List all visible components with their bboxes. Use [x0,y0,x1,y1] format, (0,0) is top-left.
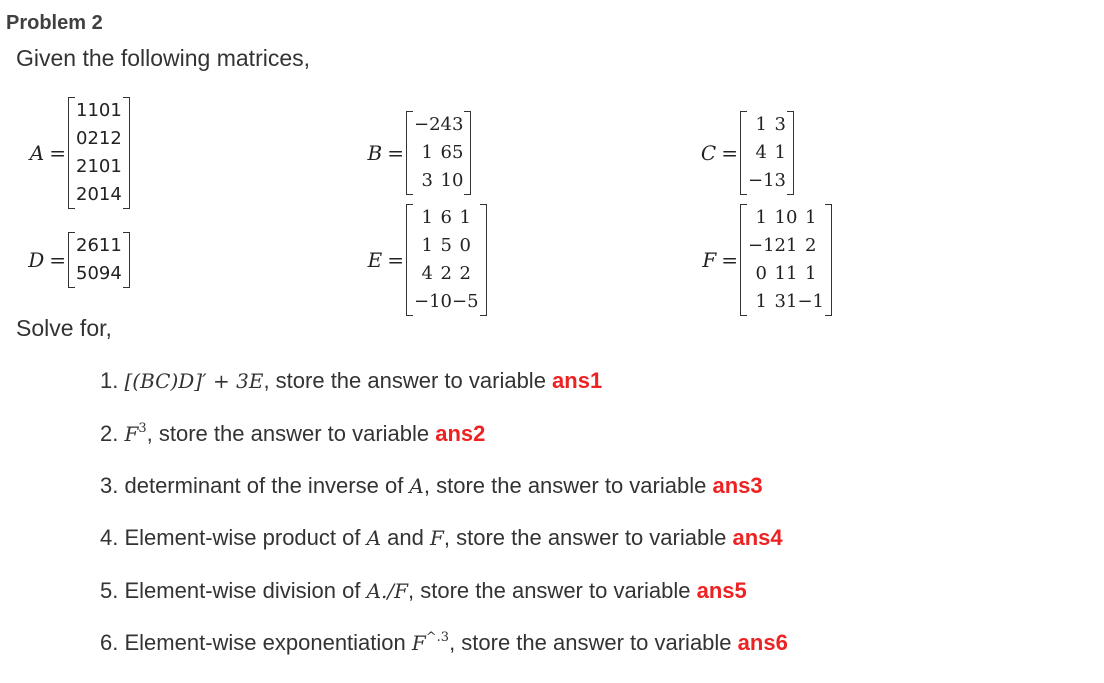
matrix-b-cell: 3 [421,170,433,191]
matrix-e-cell: 6 [440,207,452,228]
intro-text: Given the following matrices, [16,45,311,71]
matrix-e-cell: 2 [459,263,471,284]
task-3-text: , store the answer to variable [423,473,713,498]
matrix-a-cell: 1 [87,100,99,121]
matrix-d-row [76,232,122,260]
matrix-b-row [414,139,463,167]
matrix-c-cell: 1 [755,114,767,135]
task-6-variable: ans6 [737,630,788,655]
matrix-c-cell: 4 [755,142,767,163]
matrix-f-row [748,232,824,260]
solve-for-text: Solve for, [16,315,112,341]
matrix-e-cell: 1 [421,235,433,256]
task-4-description: Element-wise product of [124,525,367,550]
matrix-e-row [414,288,479,316]
matrix-a-cell: 2 [110,128,122,149]
matrix-f-cell: 1 [786,291,798,312]
task-2-text: , store the answer to variable [146,421,436,446]
matrix-d-cell: 6 [87,235,99,256]
task-5 [100,578,747,604]
matrix-f-cell: 0 [755,263,767,284]
matrix-d-label: D = [28,248,66,272]
matrix-a-row [76,181,122,209]
matrix-d-cell: 5 [76,263,88,284]
matrix-a-cell: 0 [76,128,88,149]
task-5-expression: A./F [366,579,409,603]
matrix-f-cell: 3 [774,291,786,312]
matrix-a-cell: 1 [76,100,88,121]
matrix-e-cell: 5 [440,235,452,256]
task-5-variable: ans5 [696,578,747,603]
matrix-c-label: C = [700,141,738,165]
matrix-a-row [76,153,122,181]
matrix-e-cell: 0 [440,291,452,312]
matrix-e-row [414,260,479,288]
problem-heading: Problem 2 [6,12,103,34]
matrix-b-cell: 1 [421,142,433,163]
task-5-number: 5. [100,578,119,603]
matrix-e-row [414,204,479,232]
matrix-d-body [68,232,130,288]
matrix-f-cell: 0 [786,207,798,228]
matrix-a-cell: 0 [98,100,111,121]
matrix-c-row [748,167,786,195]
matrix-e-cell: 0 [459,235,471,256]
matrix-f-cell: 1 [805,263,817,284]
matrix-b-cell: 6 [440,142,452,163]
task-1-variable: ans1 [552,368,603,393]
matrix-c-cell: 3 [774,170,786,191]
matrix-a-cell: 1 [98,128,111,149]
matrix-f-row [748,204,824,232]
matrix-f-row [748,260,824,288]
matrix-b-cell: 0 [452,170,464,191]
matrix-e-cell: −1 [414,291,441,312]
matrix-b-cell: −2 [414,114,441,135]
task-3-description: determinant of the inverse of [124,473,410,498]
matrix-a-cell: 4 [110,184,122,205]
matrix-c-row [748,111,786,139]
matrix-e-cell: −5 [452,291,479,312]
matrix-e-cell: 1 [459,207,471,228]
matrix-a-cell: 1 [110,100,122,121]
task-6-expression: $F^{\^{}.3}$ [411,630,450,655]
task-6-description: Element-wise exponentiation [124,630,412,655]
matrix-f-cell: −1 [748,235,775,256]
matrix-a-cell: 1 [110,156,122,177]
matrix-a-row [76,97,122,125]
matrix-a-row [76,125,122,153]
matrix-f-body [740,204,832,316]
matrix-b-cell: 4 [440,114,452,135]
task-1-number: 1. [100,368,119,393]
task-4-conjunction: and [381,525,430,550]
matrix-e-cell: 4 [421,263,433,284]
task-4-text: , store the answer to variable [443,525,733,550]
task-4-number: 4. [100,525,119,550]
matrix-d-cell: 0 [87,263,99,284]
matrix-f-cell: 1 [805,207,817,228]
matrix-f-cell: 2 [805,235,817,256]
task-3 [100,473,763,499]
matrix-a-cell: 1 [87,156,99,177]
matrix-b-row [414,167,463,195]
matrix-e-row [414,232,479,260]
task-6 [100,630,788,656]
matrix-f-cell: 1 [755,291,767,312]
task-4 [100,525,783,551]
matrix-d-cell: 9 [98,263,111,284]
task-4-expression-a: A [366,526,382,550]
matrix-e-label: E = [367,248,404,272]
matrix-d-cell: 4 [110,263,122,284]
task-6-number: 6. [100,630,119,655]
matrix-d-cell: 2 [76,235,88,256]
matrix-a-cell: 2 [76,184,88,205]
task-4-variable: ans4 [732,525,783,550]
task-3-number: 3. [100,473,119,498]
matrix-b-label: B = [367,141,404,165]
matrix-c-cell: 3 [774,114,786,135]
matrix-a-body [68,97,130,209]
task-6-text: , store the answer to variable [449,630,738,655]
matrix-e-cell: 2 [440,263,452,284]
matrix-d-cell: 1 [98,235,111,256]
task-1-text: , store the answer to variable [263,368,553,393]
matrix-f-cell: 1 [786,235,798,256]
matrix-f-cell: 1 [774,263,786,284]
matrix-a-cell: 2 [87,128,99,149]
task-1 [100,368,602,394]
matrix-c-cell: 1 [774,142,786,163]
matrix-e-cell: 1 [421,207,433,228]
matrix-f-row [748,288,824,316]
matrix-d-row [76,260,122,288]
task-3-variable: ans3 [712,473,763,498]
matrix-f-cell: 2 [774,235,786,256]
matrix-f-cell: 1 [786,263,798,284]
matrix-a-label: A = [29,141,66,165]
matrix-c-body [740,111,794,195]
task-2-expression: $F^3$ [124,421,147,446]
matrix-c-row [748,139,786,167]
matrix-b-cell: 3 [452,114,464,135]
matrix-a-cell: 2 [76,156,88,177]
matrix-f-cell: 1 [755,207,767,228]
matrix-d-cell: 1 [110,235,122,256]
task-2-number: 2. [100,421,119,446]
matrix-b-cell: 5 [452,142,464,163]
matrix-c-cell: −1 [748,170,775,191]
matrix-b-cell: 1 [440,170,452,191]
task-4-expression-b: F [429,526,444,550]
task-5-description: Element-wise division of [124,578,367,603]
task-5-text: , store the answer to variable [408,578,697,603]
matrix-a-cell: 0 [87,184,99,205]
matrix-f-cell: −1 [797,291,824,312]
matrix-b-row [414,111,463,139]
matrix-b-body [406,111,471,195]
task-3-expression: A [409,474,424,498]
matrix-a-cell: 0 [98,156,111,177]
matrix-f-cell: 1 [774,207,786,228]
matrix-a-cell: 1 [98,184,111,205]
task-2 [100,421,485,447]
task-1-expression: [(BC)D]′ + 3E [124,369,264,393]
matrix-f-label: F = [702,248,738,272]
matrix-e-body [406,204,487,316]
task-2-variable: ans2 [435,421,486,446]
